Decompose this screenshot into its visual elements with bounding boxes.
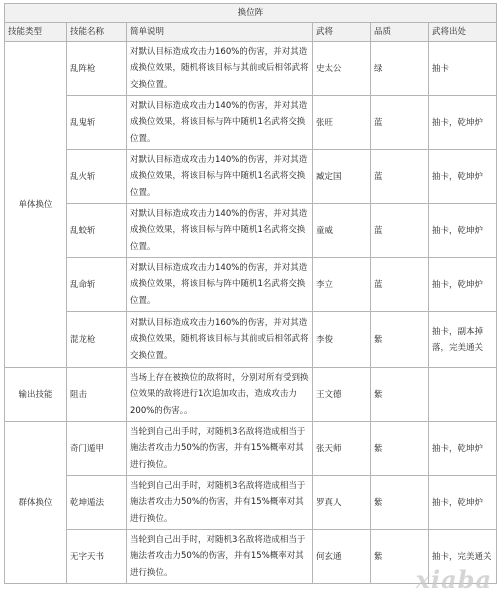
skill-source <box>429 368 497 422</box>
skill-general: 臧定国 <box>313 150 371 204</box>
table-title: 换位阵 <box>5 4 497 23</box>
skill-general: 王文德 <box>313 368 371 422</box>
table-row <box>5 42 497 96</box>
skill-source: 抽卡，乾坤炉 <box>429 150 497 204</box>
skill-desc: 当场上存在被换位的敌将时，分别对所有受到换位效果的敌将进行1次追加攻击，造成攻击力200%的伤害。。 <box>127 368 313 422</box>
skill-desc: 对默认目标造成攻击力140%的伤害，并对其造成换位效果，将该目标与阵中随机1名武将交换位置。 <box>127 204 313 258</box>
skill-quality: 紫 <box>371 368 429 422</box>
skill-name: 奇门遁甲 <box>67 422 127 476</box>
skill-quality: 蓝 <box>371 258 429 312</box>
skill-source: 抽卡，乾坤炉 <box>429 258 497 312</box>
skill-general: 何玄通 <box>313 530 371 584</box>
header-row <box>5 23 497 42</box>
header-quality: 品质 <box>371 23 429 42</box>
skill-quality: 蓝 <box>371 204 429 258</box>
skill-quality: 蓝 <box>371 150 429 204</box>
watermark: xiaba <box>415 565 492 594</box>
skill-name: 乱蛟斩 <box>67 204 127 258</box>
table-row <box>5 96 497 150</box>
skill-general: 罗真人 <box>313 476 371 530</box>
header-general: 武将 <box>313 23 371 42</box>
group-multi-swap: 群体换位 <box>5 422 67 584</box>
skill-name: 混龙枪 <box>67 312 127 368</box>
skill-source: 抽卡，乾坤炉 <box>429 96 497 150</box>
skill-desc: 对默认目标造成攻击力140%的伤害，并对其造成换位效果，将该目标与阵中随机1名武将交换位置。 <box>127 150 313 204</box>
table-row <box>5 258 497 312</box>
skill-source: 抽卡，完美通关 <box>429 530 497 584</box>
skill-name: 阻击 <box>67 368 127 422</box>
skill-source: 抽卡，副本掉落，完美通关 <box>429 312 497 368</box>
skill-general: 童威 <box>313 204 371 258</box>
skill-desc: 当轮到自己出手时，对随机3名敌将造成相当于施法者攻击力50%的伤害，并有15%概率对其进行换位。 <box>127 476 313 530</box>
skill-quality: 绿 <box>371 42 429 96</box>
skills-table <box>4 3 497 584</box>
skill-quality: 蓝 <box>371 96 429 150</box>
skill-general: 李立 <box>313 258 371 312</box>
skill-source: 抽卡，乾坤炉 <box>429 422 497 476</box>
skill-desc: 当轮到自己出手时，对随机3名敌将造成相当于施法者攻击力50%的伤害，并有15%概率对其进行换位。 <box>127 422 313 476</box>
skill-quality: 紫 <box>371 530 429 584</box>
table-row <box>5 150 497 204</box>
skill-name: 乱火斩 <box>67 150 127 204</box>
skill-general: 史太公 <box>313 42 371 96</box>
table-row <box>5 476 497 530</box>
skill-general: 张旺 <box>313 96 371 150</box>
skill-name: 乱命斩 <box>67 258 127 312</box>
group-output: 输出技能 <box>5 368 67 422</box>
table-row <box>5 368 497 422</box>
table-row <box>5 204 497 258</box>
skill-desc: 对默认目标造成攻击力140%的伤害，并对其造成换位效果，将该目标与阵中随机1名武将交换位置。 <box>127 258 313 312</box>
skill-name: 乱阵枪 <box>67 42 127 96</box>
skill-quality: 紫 <box>371 312 429 368</box>
group-single-swap: 单体换位 <box>5 42 67 368</box>
skill-general: 张天师 <box>313 422 371 476</box>
skill-desc: 当轮到自己出手时，对随机3名敌将造成相当于施法者攻击力50%的伤害，并有15%概率对其进行换位。 <box>127 530 313 584</box>
header-skill-type: 技能类型 <box>5 23 67 42</box>
header-source: 武将出处 <box>429 23 497 42</box>
table-row <box>5 312 497 368</box>
skill-name: 乱鬼斩 <box>67 96 127 150</box>
table-row <box>5 422 497 476</box>
skill-name: 无字天书 <box>67 530 127 584</box>
skill-quality: 紫 <box>371 422 429 476</box>
skill-source: 抽卡，乾坤炉 <box>429 476 497 530</box>
skill-desc: 对默认目标造成攻击力140%的伤害，并对其造成换位效果，将该目标与阵中随机1名武将交换位置。 <box>127 96 313 150</box>
header-description: 简单说明 <box>127 23 313 42</box>
skill-desc: 对默认目标造成攻击力160%的伤害，并对其造成换位效果，随机将该目标与其前或后相邻武将交换位置。 <box>127 312 313 368</box>
skill-source: 抽卡 <box>429 42 497 96</box>
skill-quality: 紫 <box>371 476 429 530</box>
skill-desc: 对默认目标造成攻击力160%的伤害，并对其造成换位效果，随机将该目标与其前或后相邻武将交换位置。 <box>127 42 313 96</box>
header-skill-name: 技能名称 <box>67 23 127 42</box>
skill-general: 李俊 <box>313 312 371 368</box>
skill-source: 抽卡，乾坤炉 <box>429 204 497 258</box>
skill-name: 乾坤遁法 <box>67 476 127 530</box>
table-title-row <box>5 4 497 23</box>
